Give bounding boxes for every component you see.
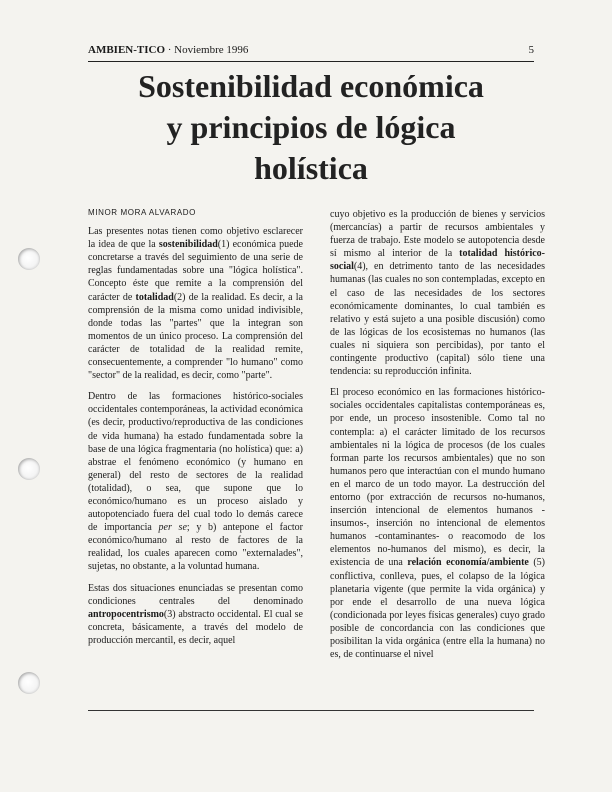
running-header — [88, 44, 534, 60]
paragraph: Dentro de las formaciones histórico-sociales occidentales contemporáneas, la actividad económica (es decir, productivo/reproductiva de las condiciones de vida humana) ha estado fundamentada sobre la base de una lógica fragmentaria (no holística) que: a) abstrae el fenómeno económico (y humano en general) del resto de sectores de la realidad (totalidad), o sea, que supone que lo económico/humano es un proceso aislado y autopotenciado fuera del cual todo lo demás carece de importancia per se; y b) antepone el factor económico/humano al resto de factores de la realidad, los cuales aparecen como "externalades", sujetas, no obstante, a la voluntad humana. — [88, 391, 303, 573]
binder-hole — [18, 672, 40, 694]
title-line: y principios de lógica — [166, 109, 456, 145]
paragraph: Las presentes notas tienen como objetivo esclarecer la idea de que la sostenibilidad(1) económica puede concretarse a través del seguimiento de una serie de reglas fundamentadas sobre una "lógica holística". Concepto éste que remite a la comprensión del carácter de totalidad(2) de la realidad. Es decir, a la comprensión de la misma como unidad indivisible, donde todas las "partes" que la integran son momentos de un único proceso. La comprensión del carácter de totalidad de la realidad remite, consecuentemente, a comprender "lo humano" como "sector" de la realidad, es decir, como "parte". — [88, 226, 303, 382]
right-column — [330, 208, 545, 669]
title-line: Sostenibilidad económica — [138, 68, 484, 104]
paragraph: El proceso económico en las formaciones histórico-sociales occidentales capitalistas contemporáneas es, por ende, un proceso insostenible. Como tal no contempla: a) el carácter limitado de los recursos ambientales ni la lógica de procesos (de los cuales forman parte los recursos ambientales) que no son humanos pero que interactúan con el mundo humano en el marco de un todo mayor. La destrucción del entorno (por extracción de recursos no-humanos, inserción intencional de elementos humanos -insumos-, inserción no intencional de elementos humanos -contaminantes- o reacomodo de los elementos no-humanos del mismo), es decir, la existencia de una relación economía/ambiente (5) conflictiva, conlleva, pues, el colapso de la lógica planetaria vigente (que permite la vida orgánica) y por ende el desarrollo de una nueva lógica (condicionada por leyes físicas generales) cuyo grado posible de concordancia con las condiciones que posibilitan la vida orgánica (entre ella la humana) no es, de continuarse el nivel — [330, 387, 545, 661]
binder-hole — [18, 248, 40, 270]
header-divider — [88, 61, 534, 62]
page-number: 5 — [528, 44, 534, 56]
issue-date: · Noviembre 1996 — [167, 44, 249, 56]
author-byline: MINOR MORA ALVARADO — [88, 208, 197, 217]
paragraph: cuyo objetivo es la producción de bienes y servicios (mercancías) a partir de recursos ambientales y fuerza de trabajo. Este modelo se autopotencia desde sí mismo al interior de la totalidad histórico-social(4), en detrimento tanto de las necesidades humanas (las cuales no son contempladas, excepto en el caso de las necesidades de los sectores económicamente dominantes, lo cual también es relativo y está sujeto a una posible discusión) como de las lógicas de los ecosistemas no humanos (las cuales ni siquiera son percibidas), por tanto el contingente productivo (capital) sólo tiene una tendencia: su reproducción infinita. — [330, 209, 545, 378]
footer-divider — [88, 710, 534, 711]
article-title — [88, 66, 534, 189]
title-line: holística — [254, 150, 368, 186]
binder-hole — [18, 458, 40, 480]
left-column — [88, 206, 303, 655]
journal-name: AMBIEN-TICO — [88, 44, 166, 56]
paragraph: Estas dos situaciones enunciadas se presentan como condiciones centrales del denominado antropocentrismo(3) abstracto occidental. El cual se concreta, básicamente, a través del modelo de producción mercantil, es decir, aquel — [88, 582, 303, 646]
